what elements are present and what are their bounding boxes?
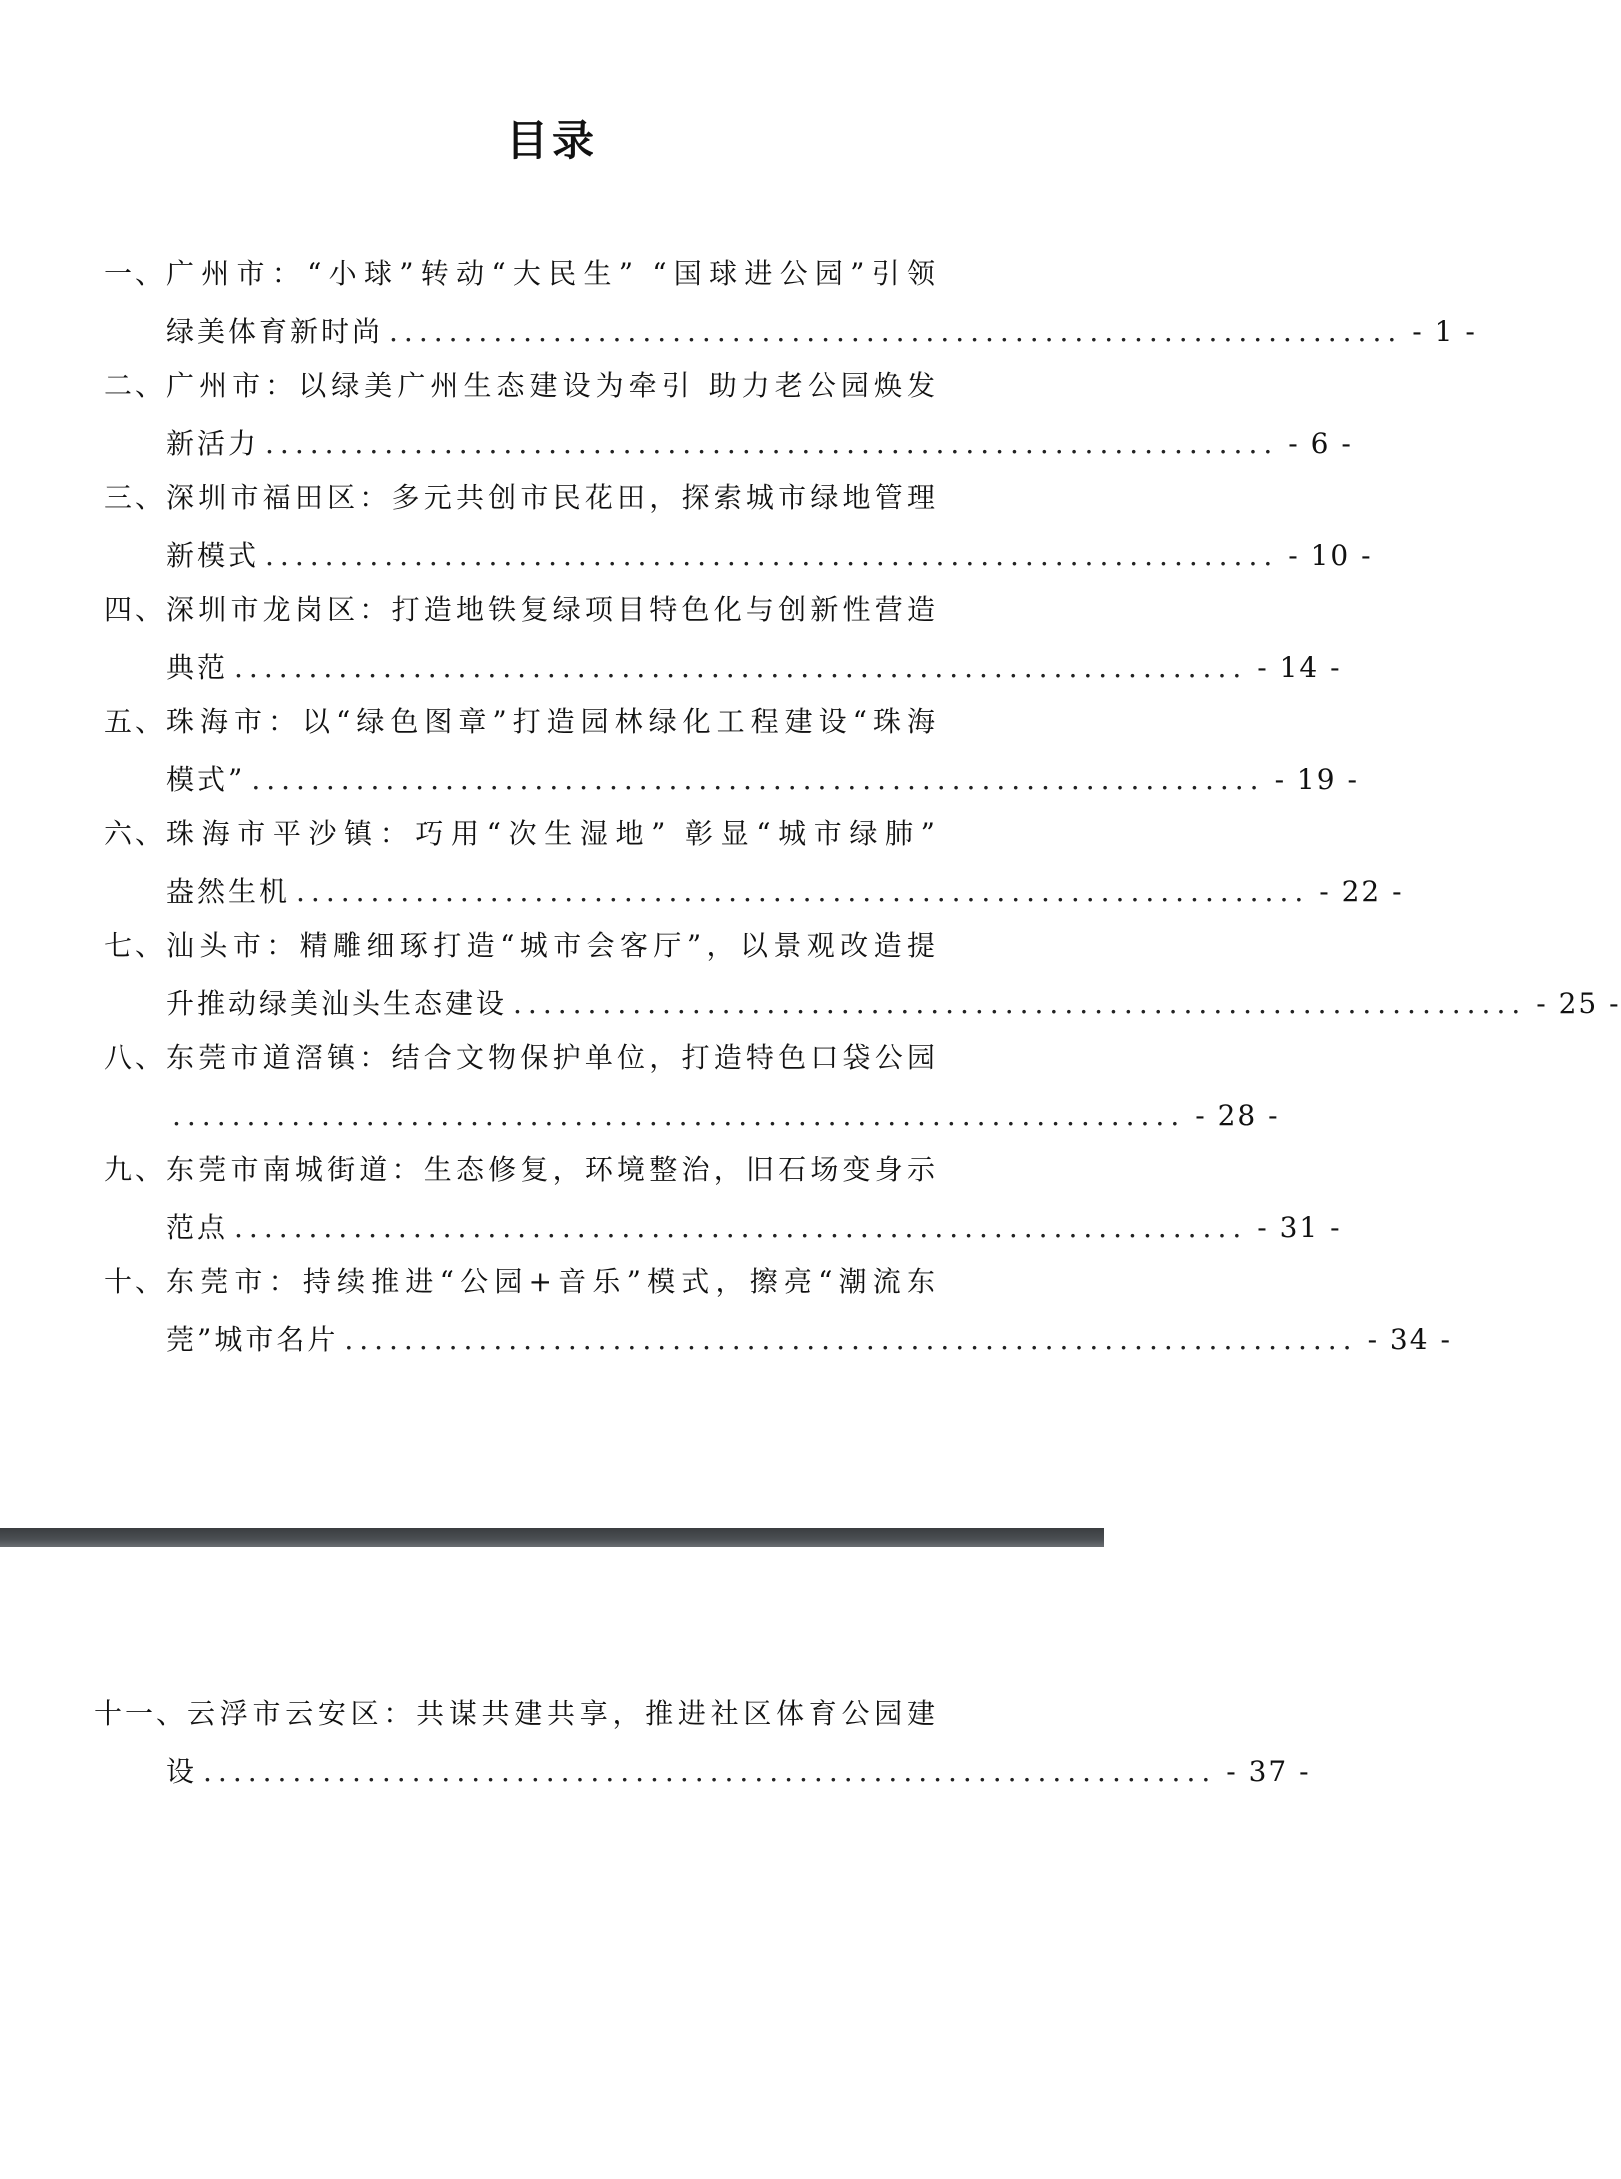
page-separator (0, 1528, 1104, 1547)
toc-entry-number: 三、 (104, 481, 167, 514)
toc-entry-title: 深圳市福田区：多元共创市民花田，探索城市绿地管理 (166, 481, 938, 514)
toc-entry-title: 东莞市道滘镇：结合文物保护单位，打造特色口袋公园 (166, 1041, 938, 1074)
toc-page-number: - 28 - (1195, 1099, 1280, 1132)
toc-entry-heading-line (104, 921, 938, 977)
toc-entry-title: 珠海市平沙镇：巧用“次生湿地” 彰显“城市绿肺” (166, 817, 938, 850)
toc-entry-continuation-line (160, 1089, 1280, 1145)
toc-page-number: - 37 - (1226, 1755, 1311, 1788)
toc-entry[interactable] (104, 1145, 1342, 1257)
toc-entry-title-continued: 模式” (166, 763, 246, 796)
toc-entry-title-continued: 范点 (166, 1211, 229, 1244)
toc-entry-title-continued: 典范 (166, 651, 229, 684)
toc-entry[interactable] (104, 585, 1342, 697)
toc-entry[interactable] (104, 473, 1373, 585)
toc-entry-number: 七、 (104, 929, 167, 962)
toc-page-number: - 10 - (1288, 539, 1373, 572)
toc-entry-continuation-line (160, 865, 1404, 921)
dot-leader: .................................................................... (389, 315, 1403, 348)
toc-entry-title-continued: 绿美体育新时尚 (166, 315, 384, 348)
dot-leader: .................................................................... (265, 427, 1279, 460)
toc-entry-continuation-line (160, 417, 1353, 473)
toc-entry-continuation-line (160, 977, 1621, 1033)
toc-entry-heading-line (104, 361, 938, 417)
toc-page-number: - 6 - (1288, 427, 1353, 460)
table-of-contents (104, 249, 1621, 1369)
toc-entry-heading-line (104, 249, 938, 305)
dot-leader: .................................................................... (344, 1323, 1358, 1356)
toc-entry-number: 九、 (104, 1153, 167, 1186)
toc-entry-title-continued: 升推动绿美汕头生态建设 (166, 987, 508, 1020)
toc-entry-continuation-line (160, 641, 1342, 697)
toc-entry-continuation-line (160, 529, 1373, 585)
toc-entry[interactable] (104, 1033, 1280, 1145)
toc-entry[interactable] (104, 361, 1353, 473)
toc-entry-title: 云浮市云安区：共谋共建共享，推进社区体育公园建 (187, 1697, 938, 1730)
table-of-contents-continued (94, 1689, 1311, 1801)
document-page-2 (0, 1547, 1104, 2179)
toc-entry-number: 五、 (104, 705, 167, 738)
toc-entry-number: 十一、 (94, 1697, 188, 1730)
toc-entry-heading-line (94, 1689, 938, 1745)
toc-entry-heading-line (104, 585, 938, 641)
toc-entry-title-continued: 新模式 (166, 539, 260, 572)
dot-leader: .................................................................... (296, 875, 1310, 908)
toc-entry-title: 广州市：以绿美广州生态建设为牵引 助力老公园焕发 (166, 369, 938, 402)
toc-page-number: - 1 - (1412, 315, 1477, 348)
dot-leader: .................................................................... (203, 1755, 1217, 1788)
toc-entry-continuation-line (160, 305, 1477, 361)
dot-leader: .................................................................... (234, 651, 1248, 684)
dot-leader: .................................................................... (265, 539, 1279, 572)
toc-entry[interactable] (94, 1689, 1311, 1801)
toc-entry[interactable] (104, 921, 1621, 1033)
toc-page-number: - 25 - (1536, 987, 1621, 1020)
toc-entry-title: 广州市：“小球”转动“大民生” “国球进公园”引领 (166, 257, 938, 290)
toc-entry-title-continued: 新活力 (166, 427, 260, 460)
toc-entry-number: 一、 (104, 257, 167, 290)
toc-entry-title: 东莞市：持续推进“公园+音乐”模式，擦亮“潮流东 (166, 1265, 938, 1298)
toc-entry-number: 四、 (104, 593, 167, 626)
toc-entry-continuation-line (160, 753, 1359, 809)
toc-entry-number: 六、 (104, 817, 167, 850)
toc-entry-title: 汕头市：精雕细琢打造“城市会客厅”，以景观改造提 (166, 929, 938, 962)
toc-page-number: - 14 - (1257, 651, 1342, 684)
toc-entry-title-continued: 盎然生机 (166, 875, 291, 908)
toc-entry-heading-line (104, 697, 938, 753)
toc-entry-number: 八、 (104, 1041, 167, 1074)
toc-entry-heading-line (104, 809, 938, 865)
toc-entry-heading-line (104, 1257, 938, 1313)
toc-page-number: - 19 - (1274, 763, 1359, 796)
toc-entry[interactable] (104, 1257, 1452, 1369)
toc-entry-title-continued: 设 (166, 1755, 198, 1788)
toc-entry[interactable] (104, 809, 1404, 921)
toc-page-number: - 34 - (1367, 1323, 1452, 1356)
toc-entry[interactable] (104, 249, 1477, 361)
toc-entry-heading-line (104, 1145, 938, 1201)
toc-entry-title: 东莞市南城街道：生态修复，环境整治，旧石场变身示 (166, 1153, 938, 1186)
toc-entry-heading-line (104, 1033, 938, 1089)
toc-entry-title-continued: 莞”城市名片 (166, 1323, 339, 1356)
page-title: 目录 (505, 116, 598, 165)
toc-entry-title: 深圳市龙岗区：打造地铁复绿项目特色化与创新性营造 (166, 593, 938, 626)
toc-entry-number: 十、 (104, 1265, 167, 1298)
toc-entry[interactable] (104, 697, 1359, 809)
toc-page-number: - 22 - (1319, 875, 1404, 908)
toc-entry-title: 珠海市：以“绿色图章”打造园林绿化工程建设“珠海 (166, 705, 938, 738)
toc-entry-continuation-line (160, 1745, 1311, 1801)
toc-page-number: - 31 - (1257, 1211, 1342, 1244)
toc-entry-heading-line (104, 473, 938, 529)
dot-leader: .................................................................... (513, 987, 1527, 1020)
toc-entry-continuation-line (160, 1201, 1342, 1257)
dot-leader: .................................................................... (234, 1211, 1248, 1244)
toc-entry-number: 二、 (104, 369, 167, 402)
dot-leader: .................................................................... (172, 1099, 1186, 1132)
dot-leader: .................................................................... (251, 763, 1265, 796)
toc-entry-continuation-line (160, 1313, 1452, 1369)
